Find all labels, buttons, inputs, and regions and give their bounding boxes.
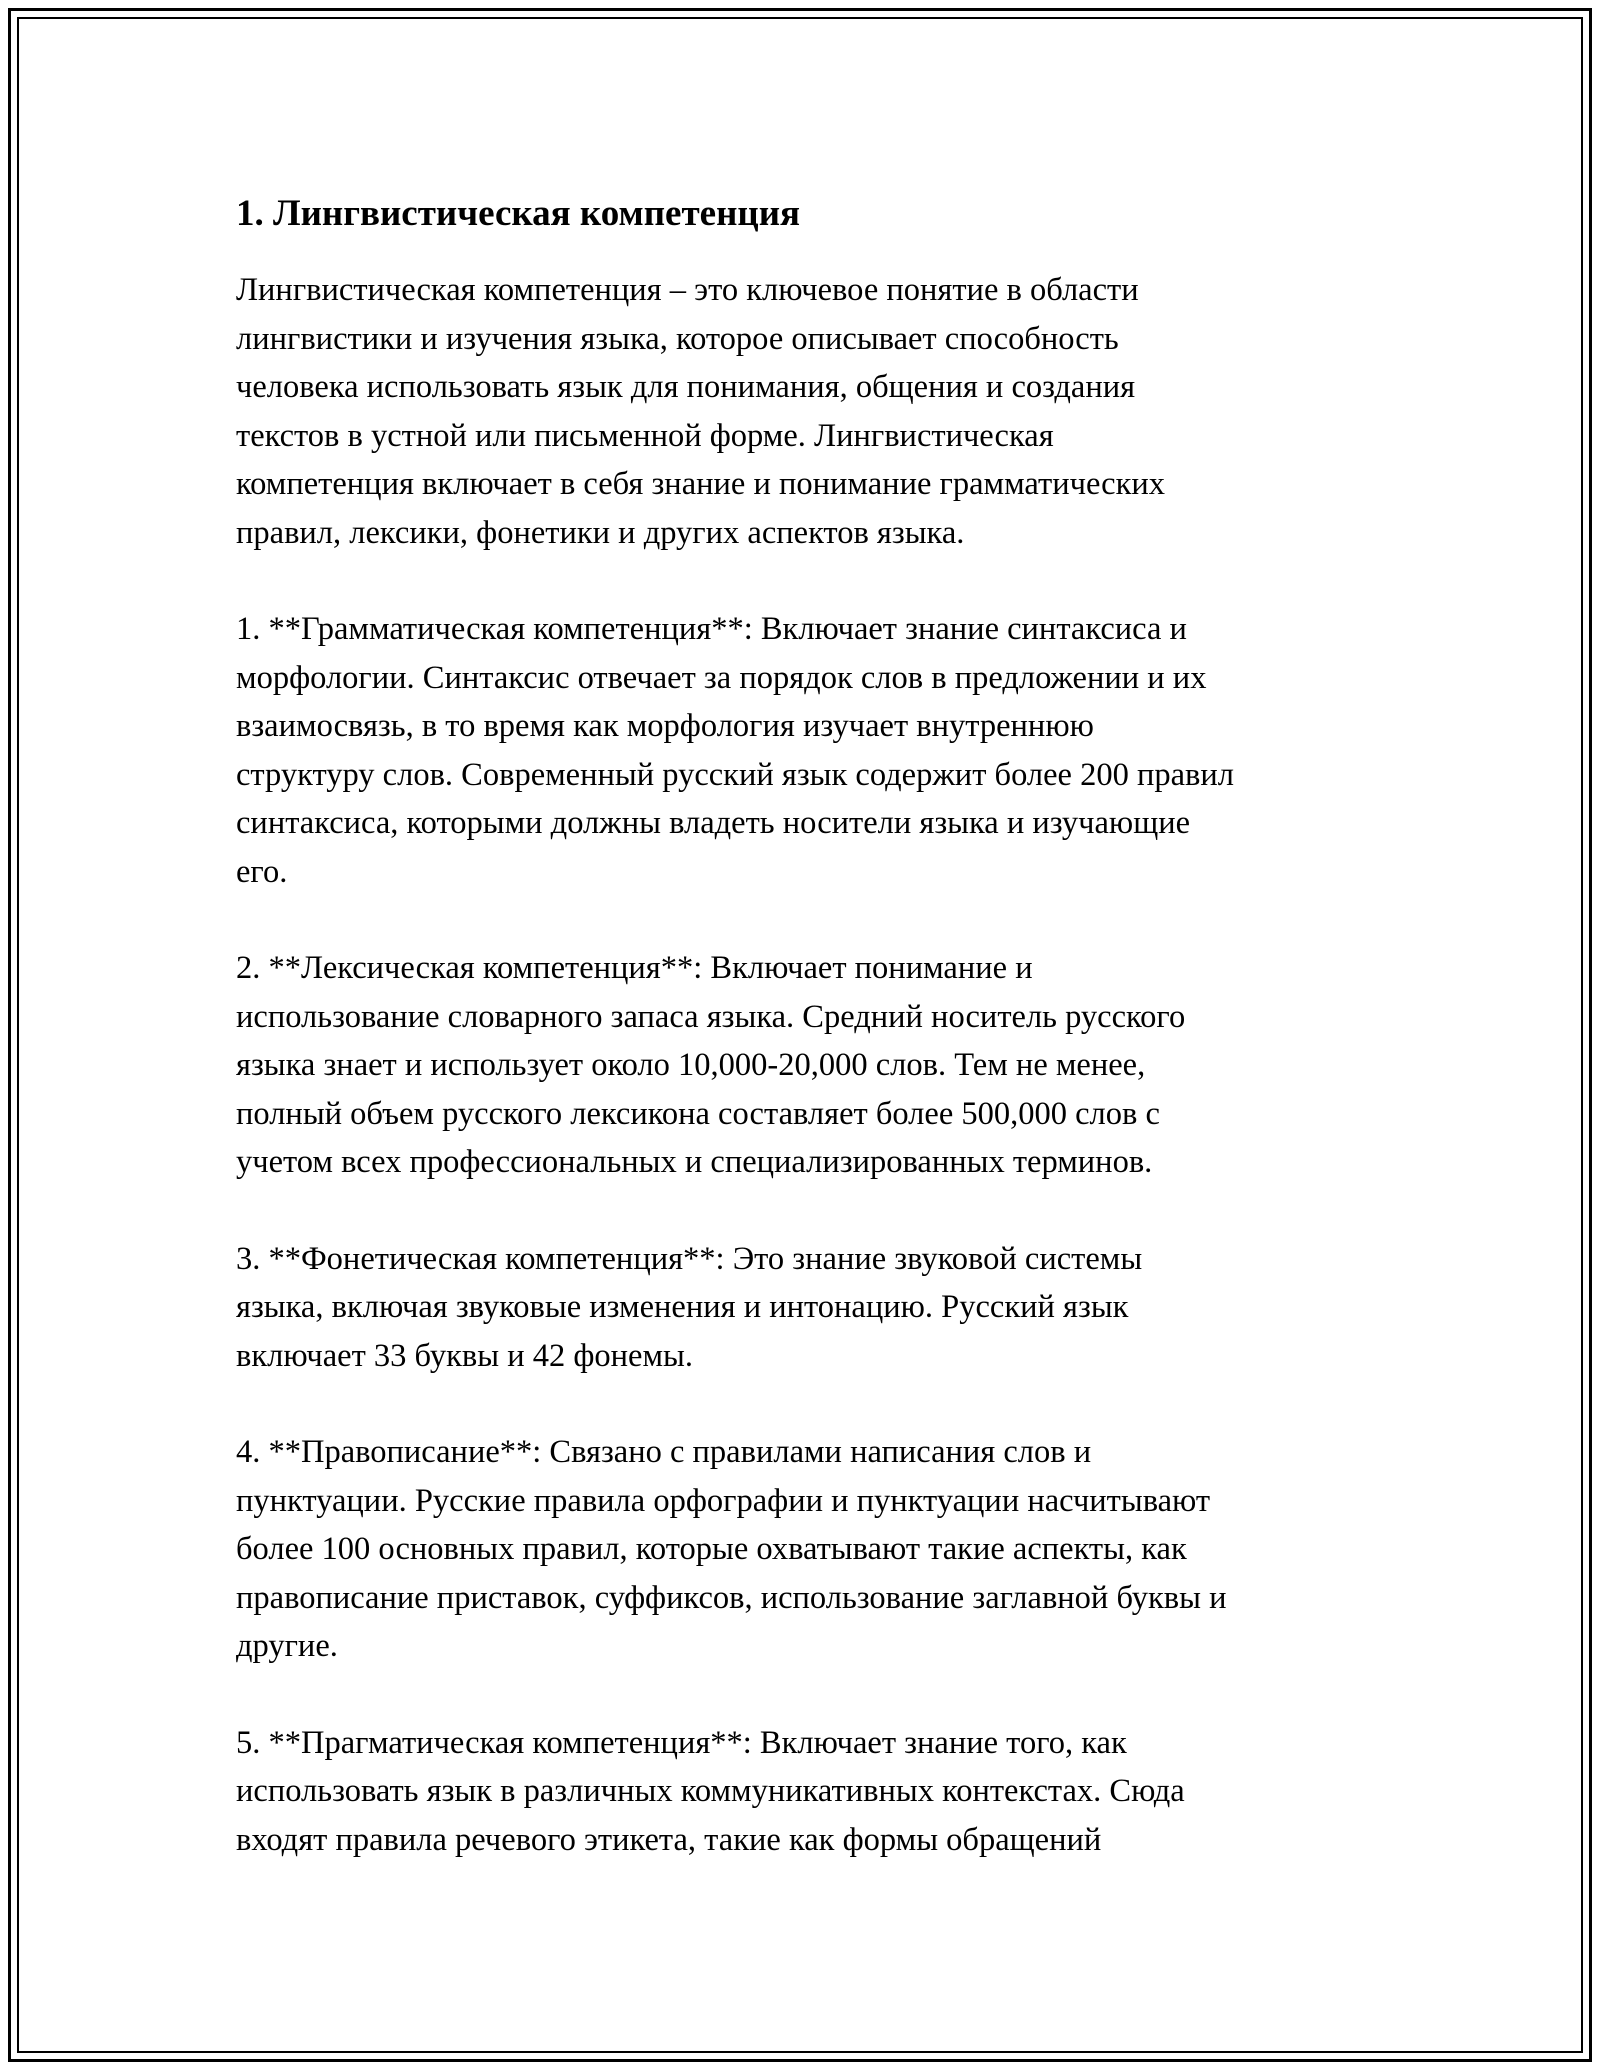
document-title: 1. Лингвистическая компетенция bbox=[236, 193, 801, 234]
lexical-competence-paragraph: 2. **Лексическая компетенция**: Включает понимание и использование словарного запаса языка. Средний носитель русского языка знает и использует около 10,000-20,000 слов. Тем не менее, полный объем русского лексикона составляет более 500,000 слов с учетом всех профессиональных и специализированных терминов. bbox=[236, 950, 1186, 1180]
document-body bbox=[236, 190, 1386, 1912]
spelling-paragraph: 4. **Правописание**: Связано с правилами написания слов и пунктуации. Русские правила орфографии и пунктуации насчитывают более 100 основных правил, которые охватывают такие аспекты, как правописание приставок, суффиксов, использование заглавной буквы и другие. bbox=[236, 1434, 1227, 1664]
phonetic-competence-paragraph: 3. **Фонетическая компетенция**: Это знание звуковой системы языка, включая звуковые изменения и интонацию. Русский язык включает 33 буквы и 42 фонемы. bbox=[236, 1240, 1143, 1374]
grammatical-competence-paragraph: 1. **Грамматическая компетенция**: Включает знание синтаксиса и морфологии. Синтаксис отвечает за порядок слов в предложении и их взаимосвязь, в то время как морфология изучает внутреннюю структуру слов. Современный русский язык содержит более 200 правил синтаксиса, которыми должны владеть носители языка и изучающие его. bbox=[236, 611, 1234, 890]
pragmatic-competence-paragraph: 5. **Прагматическая компетенция**: Включает знание того, как использовать язык в различных коммуникативных контекстах. Сюда входят правила речевого этикета, такие как формы обращений bbox=[236, 1724, 1185, 1858]
intro-paragraph: Лингвистическая компетенция – это ключевое понятие в области лингвистики и изучения языка, которое описывает способность человека использовать язык для понимания, общения и создания текстов в устной или письменной форме. Лингвистическая компетенция включает в себя знание и понимание грамматических правил, лексики, фонетики и других аспектов языка. bbox=[236, 272, 1166, 551]
